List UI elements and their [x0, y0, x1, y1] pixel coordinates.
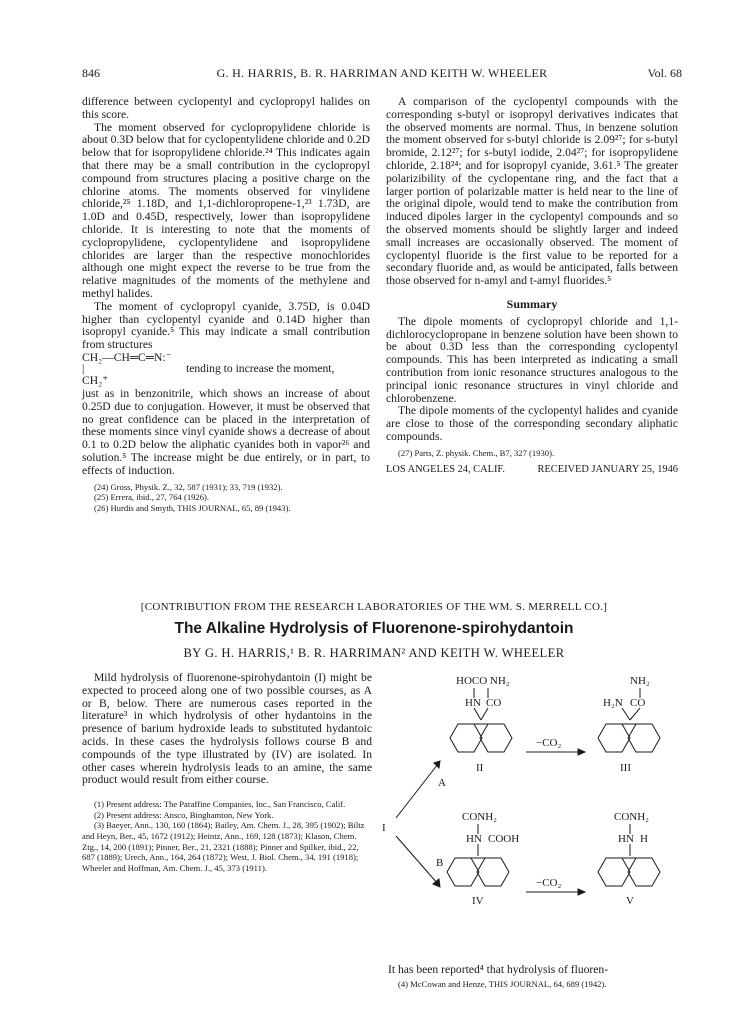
compound-iv-hn: HN [466, 833, 482, 845]
reaction-scheme [378, 668, 678, 968]
arrow-ii-to-iii [526, 749, 585, 755]
left-column [82, 96, 370, 513]
running-head-authors: G. H. HARRIS, B. R. HARRIMAN AND KEITH W. WHEELER [216, 66, 548, 80]
compound-iv-conh2: CONH₂ [462, 811, 498, 823]
minus-co2-label: −CO₂ [536, 877, 562, 889]
footnote: (25) Errera, ibid., 27, 764 (1926). [94, 492, 210, 503]
compound-label-iii: III [620, 762, 631, 774]
article-left-column [82, 672, 372, 873]
footnote: (24) Gross, Physik. Z., 32, 587 (1931); 33, 719 (1932). [94, 481, 283, 492]
compound-iii-h2n: H₂N [603, 697, 623, 709]
paragraph: A comparison of the cyclopentyl compounds with the corresponding s-butyl or isopropyl derivatives indicates that the observed moments are normal. Thus, in benzene solution the moment observed for s-butyl chloride is 2.09²⁷; for s-butyl bromide, 2.12²⁷; for s-butyl iodide, 2.04²⁷; for isopropylidene chloride, 2.18²⁴; and for isopropyl cyanide, 3.61.⁵ The greater polarizibility of the cyclopentane ring, and the fact that a larger portion of polarizable matter is held near to the line of the original dipole, would tend to make the contribution from induced dipoles larger in the cyclopentyl compounds and so the observed moments should be slightly larger and indeed small increases are occasionally observed. The moment of cyclopentyl fluoride is the first value to be reported for a secondary fluoride and, as would be anticipated, falls between those observed for n-amyl and t-amyl fluorides.⁵ [386, 95, 678, 288]
formula-caption: tending to increase the moment, [186, 361, 335, 375]
footnotes [82, 799, 372, 873]
article-title: The Alkaline Hydrolysis of Fluorenone-spirohydantoin [174, 620, 574, 637]
footnote: (26) Hurdis and Smyth, THIS JOURNAL, 65, 89 (1943). [94, 502, 291, 513]
summary-paragraph: The dipole moments of the cyclopentyl halides and cyanide are close to those of the corresponding secondary aliphatic compounds. [386, 404, 678, 443]
compound-ii-co: CO [486, 697, 502, 709]
paragraph: Mild hydrolysis of fluorenone-spirohydantoin (I) might be expected to proceed along one of two possible courses, as A or B, below. There are numerous cases reported in the literature³ in which hydrolysis of other hydantoins in the presence of barium hydroxide leads to substituted hydantoic acids. In these cases the hydrolysis follows course B and compounds of the type illustrated by (IV) are isolated. In other cases wherein hydrolysis leads to an amine, the same product would result from either course. [82, 671, 372, 787]
compound-iii-co: CO [630, 697, 646, 709]
paragraph: It has been reported⁴ that hydrolysis of fluoren- [388, 963, 609, 976]
compound-label-v: V [626, 895, 634, 907]
arrow-iv-to-v [526, 889, 585, 895]
formula-line: CH₂⁺ [82, 373, 109, 387]
minus-co2-label: −CO₂ [536, 737, 562, 749]
compound-iii-substituent: NH₂ [630, 675, 650, 687]
compound-v-hn: HN [618, 833, 634, 845]
running-head [82, 66, 682, 82]
compound-ii-nh: HN [465, 697, 481, 709]
path-label-a: A [438, 777, 446, 789]
volume-label: Vol. 68 [647, 66, 682, 80]
paragraph: The moment of cyclopropyl cyanide, 3.75D, is 0.04D higher than cyclopentyl cyanide and 0.14D higher than isopropyl cyanide.⁵ This may indicate a small contribution from structures [82, 299, 370, 352]
footnote: (3) Baeyer, Ann., 130, 160 (1864); Bailey, Am. Chem. J., 28, 395 (1902); Biltz and Heyn, Ber., 45, 1672 (1912); Heintz, Ann., 169, 128 (1873); Klason, Chem. Ztg., 14, 200 (1891); Pinner, Ber., 21, 2321 (1888); Pinner and Spilker, ibid., 22, 687 (1889); Urech, Ann., 164, 264 (1872); West, J. Biol. Chem., 34, 191 (1918); Wheeler and Hoffman, Am. Chem. J., 45, 373 (1911). [82, 820, 365, 873]
compound-ii-substituent: HOCO NH₂ [456, 675, 510, 687]
footnote: (1) Present address: The Paraffine Companies, Inc., San Francisco, Calif. [94, 799, 346, 810]
compound-v-h: H [640, 833, 648, 845]
received-date: RECEIVED JANUARY 25, 1946 [537, 464, 678, 476]
footnotes [82, 482, 370, 514]
location: LOS ANGELES 24, CALIF. [386, 464, 505, 476]
compound-ii-structure [450, 688, 512, 752]
right-column [386, 96, 678, 477]
compound-v-conh2: CONH₂ [614, 811, 650, 823]
footnotes [386, 448, 678, 459]
compound-label-ii: II [476, 762, 484, 774]
footnote: (4) McCowan and Henze, THIS JOURNAL, 64, 689 (1942). [398, 979, 607, 989]
summary-paragraph: The dipole moments of cyclopropyl chloride and 1,1-dichlorocyclopropane in benzene solution have been shown to be about 0.3D less than the corresponding cyclopentyl compounds. This has been interpreted as indicating a small contribution from ionic resonance structures analogous to the principal ionic resonance structures in vinyl chloride and chlorobenzene. [386, 314, 678, 405]
path-label-b: B [436, 857, 444, 869]
footnote: (27) Parts, Z. physik. Chem., B7, 327 (1930). [398, 447, 555, 458]
received-line [386, 464, 678, 477]
paragraph: just as in benzonitrile, which shows an increase of about 0.25D due to conjugation. However, it must be observed that no great confidence can be placed in the interpretation of these moments since vinyl cyanide shows a decrease of about 0.1 to 0.2D below the aliphatic cyanides both in vapor²⁶ and solution.⁵ The increase might be due entirely, or in part, to effects of induction. [82, 386, 370, 477]
compound-iv-cooh: COOH [488, 833, 520, 845]
branch-arrows [396, 761, 440, 887]
formula-line: CH₂—CH═C═N:⁻ [82, 350, 172, 364]
resonance-formula [82, 352, 370, 388]
summary-heading: Summary [506, 296, 558, 311]
paragraph: difference between cyclopentyl and cyclopropyl halides on this score. [82, 95, 370, 121]
article-right-continuation [388, 963, 678, 990]
article-byline: BY G. H. HARRIS,¹ B. R. HARRIMAN² AND KEITH W. WHEELER [183, 646, 565, 660]
formula-bond: | [82, 361, 85, 375]
compound-label-iv: IV [472, 895, 484, 907]
footnote: (2) Present address: Ansco, Binghamton, New York. [94, 809, 274, 820]
page-number: 846 [82, 66, 100, 80]
contribution-line: [CONTRIBUTION FROM THE RESEARCH LABORATORIES OF THE WM. S. MERRELL CO.] [140, 601, 608, 613]
paragraph: The moment observed for cyclopropylidene chloride is about 0.3D below that for cyclopentylidene chloride and 0.2D below that for isopropylidene chloride.²⁴ This indicates again that there may be a small contribution in the cyclopropyl compound from structures placing a positive charge on the chlorine atoms. The moments observed for vinylidene chloride,²⁵ 1.18D, and 1,1-dichloropropene-1,²³ 1.73D, are 1.0D and 0.45D, respectively, lower than isopropylidene chloride. It is interesting to note that the moments of cyclopropylidene, cyclopentylidene and isopropylidene chlorides are larger than the respective monochlorides although one might expect the reverse to be true from the relative magnitudes of the moments of the methylene and methyl halides. [82, 120, 370, 300]
compound-label-i: I [382, 822, 386, 834]
